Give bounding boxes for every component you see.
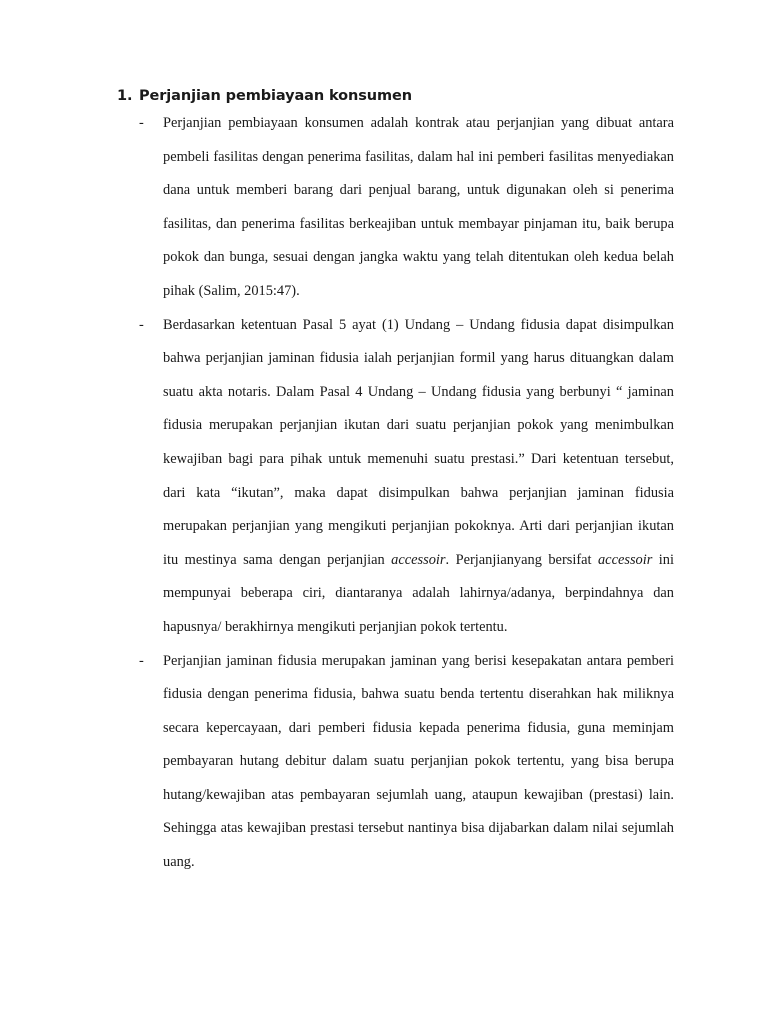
section-heading	[117, 88, 412, 104]
list-item	[139, 107, 674, 309]
paragraph-2-text-b: . Perjanjianyang bersifat	[445, 551, 598, 568]
paragraph-2	[163, 309, 674, 645]
paragraph-2-text-a: Berdasarkan ketentuan Pasal 5 ayat (1) Undang – Undang fidusia dapat disimpulkan bahwa perjanjian jaminan fidusia ialah perjanjian formil yang harus dituangkan dalam suatu akta notaris. Dalam Pasal 4 Undang – Undang fidusia yang berbunyi “ jaminan fidusia merupakan perjanjian ikutan dari suatu perjanjian pokok yang menimbulkan kewajiban bagi para pihak untuk memenuhi suatu prestasi.” Dari ketentuan tersebut, dari kata “ikutan”, maka dapat disimpulkan bahwa perjanjian jaminan fidusia merupakan perjanjian yang mengikuti perjanjian pokoknya. Arti dari perjanjian ikutan itu mestinya sama dengan perjanjian	[163, 316, 674, 568]
bullet-list	[139, 107, 674, 880]
bullet-dash: -	[139, 652, 144, 669]
list-item	[139, 645, 674, 880]
bullet-dash: -	[139, 115, 144, 131]
list-item	[139, 309, 674, 645]
paragraph-1: Perjanjian pembiayaan konsumen adalah kontrak atau perjanjian yang dibuat antara pembeli fasilitas dengan penerima fasilitas, dalam hal ini pemberi fasilitas menyediakan dana untuk memberi barang dari penjual barang, untuk digunakan oleh si penerima fasilitas, dan penerima fasilitas berkeajiban untuk membayar pinjaman itu, baik berupa pokok dan bunga, sesuai dengan jangka waktu yang telah ditentukan oleh kedua belah pihak (Salim, 2015:47).	[163, 115, 674, 299]
bullet-dash: -	[139, 316, 144, 333]
paragraph-2-italic-b: accessoir	[597, 551, 653, 568]
paragraph-3: Perjanjian jaminan fidusia merupakan jaminan yang berisi kesepakatan antara pemberi fidusia dengan penerima fidusia, bahwa suatu benda tertentu diserahkan hak miliknya secara kepercayaan, dari pemberi fidusia kepada penerima fidusia, guna meminjam pembayaran hutang debitur dalam suatu perjanjian pokok tertentu, yang bisa berupa hutang/kewajiban atas pembayaran sejumlah uang, ataupun kewajiban (prestasi) lain. Sehingga atas kewajiban prestasi tersebut nantinya bisa dijabarkan dalam nilai sejumlah uang.	[163, 652, 674, 871]
section-title: Perjanjian pembiayaan konsumen	[139, 88, 412, 104]
paragraph-2-text-c: ini mempunyai beberapa ciri, diantaranya adalah lahirnya/adanya, berpindahnya dan hapusnya/ berakhirnya mengikuti perjanjian pokok tertentu.	[163, 551, 675, 635]
paragraph-2-italic-a: accessoir	[391, 551, 446, 568]
section-number: 1.	[117, 88, 133, 104]
